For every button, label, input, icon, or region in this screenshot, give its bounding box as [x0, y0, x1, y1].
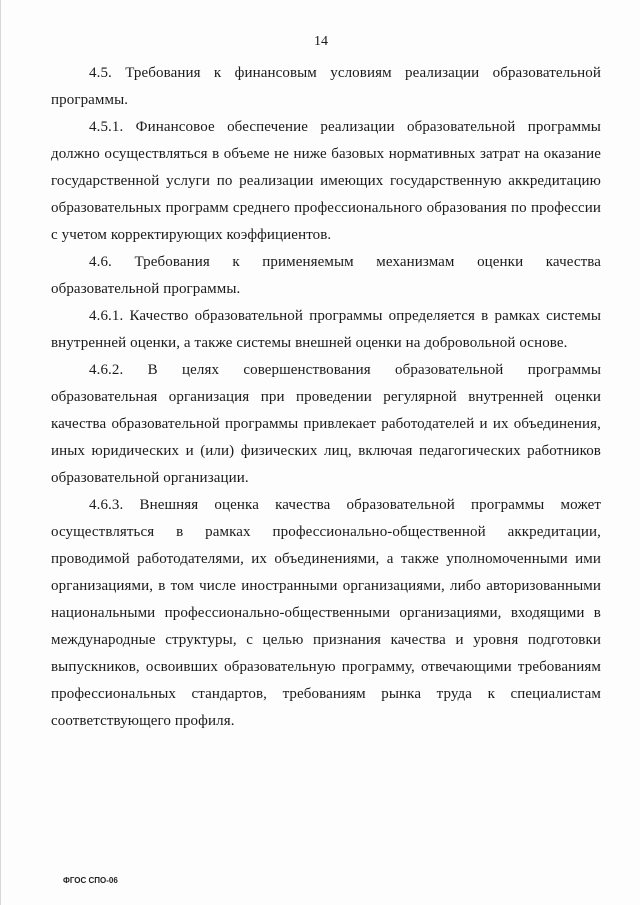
- page-number: 14: [314, 34, 328, 49]
- document-body: [51, 60, 601, 735]
- paragraph-4-6: 4.6. Требования к применяемым механизмам оценки качества образовательной программы.: [51, 254, 601, 297]
- paragraph-4-6-3: 4.6.3. Внешняя оценка качества образовательной программы может осуществляться в рамках профессионально-общественной аккредитации, проводимой работодателями, их объединениями, а также уполномоченными ими организациями, в том числе иностранными организациями, либо авторизованными национальными профессионально-общественными организациями, входящими в международные структуры, с целью признания качества и уровня подготовки выпускников, освоивших образовательную программу, отвечающими требованиям профессиональных стандартов, требованиям рынка труда к специалистам соответствующего профиля.: [51, 497, 601, 729]
- paragraph-4-5: 4.5. Требования к финансовым условиям реализации образовательной программы.: [51, 65, 601, 108]
- paragraph-4-6-1: 4.6.1. Качество образовательной программы определяется в рамках системы внутренней оценки, а также системы внешней оценки на добровольной основе.: [51, 308, 601, 351]
- paragraph-4-6-2: 4.6.2. В целях совершенствования образовательной программы образовательная организация при проведении регулярной внутренней оценки качества образовательной программы привлекает работодателей и их объединения, иных юридических и (или) физических лиц, включая педагогических работников образовательной организации.: [51, 362, 601, 486]
- document-footer-code: ФГОС СПО-06: [63, 876, 118, 885]
- paragraph-4-5-1: 4.5.1. Финансовое обеспечение реализации образовательной программы должно осуществляться в объеме не ниже базовых нормативных затрат на оказание государственной услуги по реализации имеющих государственную аккредитацию образовательных программ среднего профессионального образования по профессии с учетом корректирующих коэффициентов.: [51, 119, 601, 243]
